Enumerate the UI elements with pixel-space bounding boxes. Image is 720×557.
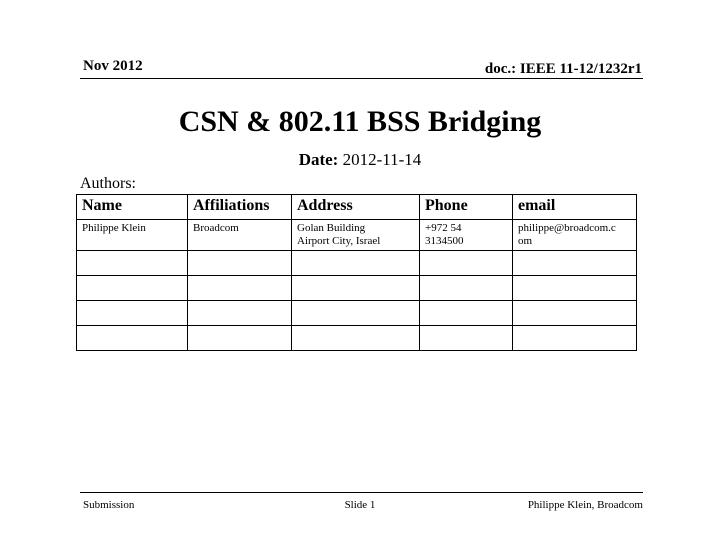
table-cell (513, 326, 637, 351)
table-row (77, 251, 637, 276)
table-cell (188, 301, 292, 326)
table-cell (292, 276, 420, 301)
table-cell (77, 251, 188, 276)
table-row (77, 326, 637, 351)
header-doc-id: doc.: IEEE 11-12/1232r1 (484, 61, 642, 77)
date-line (0, 150, 720, 170)
table-cell (513, 301, 637, 326)
header-date: Nov 2012 (83, 58, 143, 74)
footer-slide-number: Slide 1 (344, 499, 376, 511)
table-cell (420, 326, 513, 351)
table-cell (420, 251, 513, 276)
table-cell (188, 251, 292, 276)
date-label: Date: (298, 150, 339, 169)
footer-submission: Submission (83, 499, 135, 511)
authors-label: Authors: (80, 175, 136, 192)
table-cell (77, 326, 188, 351)
table-cell: +972 54 3134500 (420, 220, 513, 251)
footer-rule (80, 492, 643, 493)
table-cell: Golan Building Airport City, Israel (292, 220, 420, 251)
footer-author: Philippe Klein, Broadcom (527, 499, 643, 511)
table-cell (292, 301, 420, 326)
table-cell: Philippe Klein (77, 220, 188, 251)
table-cell (188, 276, 292, 301)
col-header-name: Name (77, 195, 188, 220)
slide-title: CSN & 802.11 BSS Bridging (178, 105, 542, 138)
table-cell (292, 326, 420, 351)
table-cell (513, 276, 637, 301)
table-row (77, 276, 637, 301)
col-header-address: Address (292, 195, 420, 220)
table-cell (513, 251, 637, 276)
table-cell (420, 276, 513, 301)
table-cell (77, 301, 188, 326)
table-cell: philippe@broadcom.c om (513, 220, 637, 251)
header-rule (80, 78, 643, 79)
authors-table (76, 194, 637, 351)
table-header-row (77, 195, 637, 220)
table-cell (188, 326, 292, 351)
table-cell (292, 251, 420, 276)
table-cell: Broadcom (188, 220, 292, 251)
col-header-email: email (513, 195, 637, 220)
table-cell (420, 301, 513, 326)
table-cell (77, 276, 188, 301)
table-row (77, 301, 637, 326)
col-header-affiliations: Affiliations (188, 195, 292, 220)
col-header-phone: Phone (420, 195, 513, 220)
date-value: 2012-11-14 (342, 150, 422, 169)
table-row (77, 220, 637, 251)
